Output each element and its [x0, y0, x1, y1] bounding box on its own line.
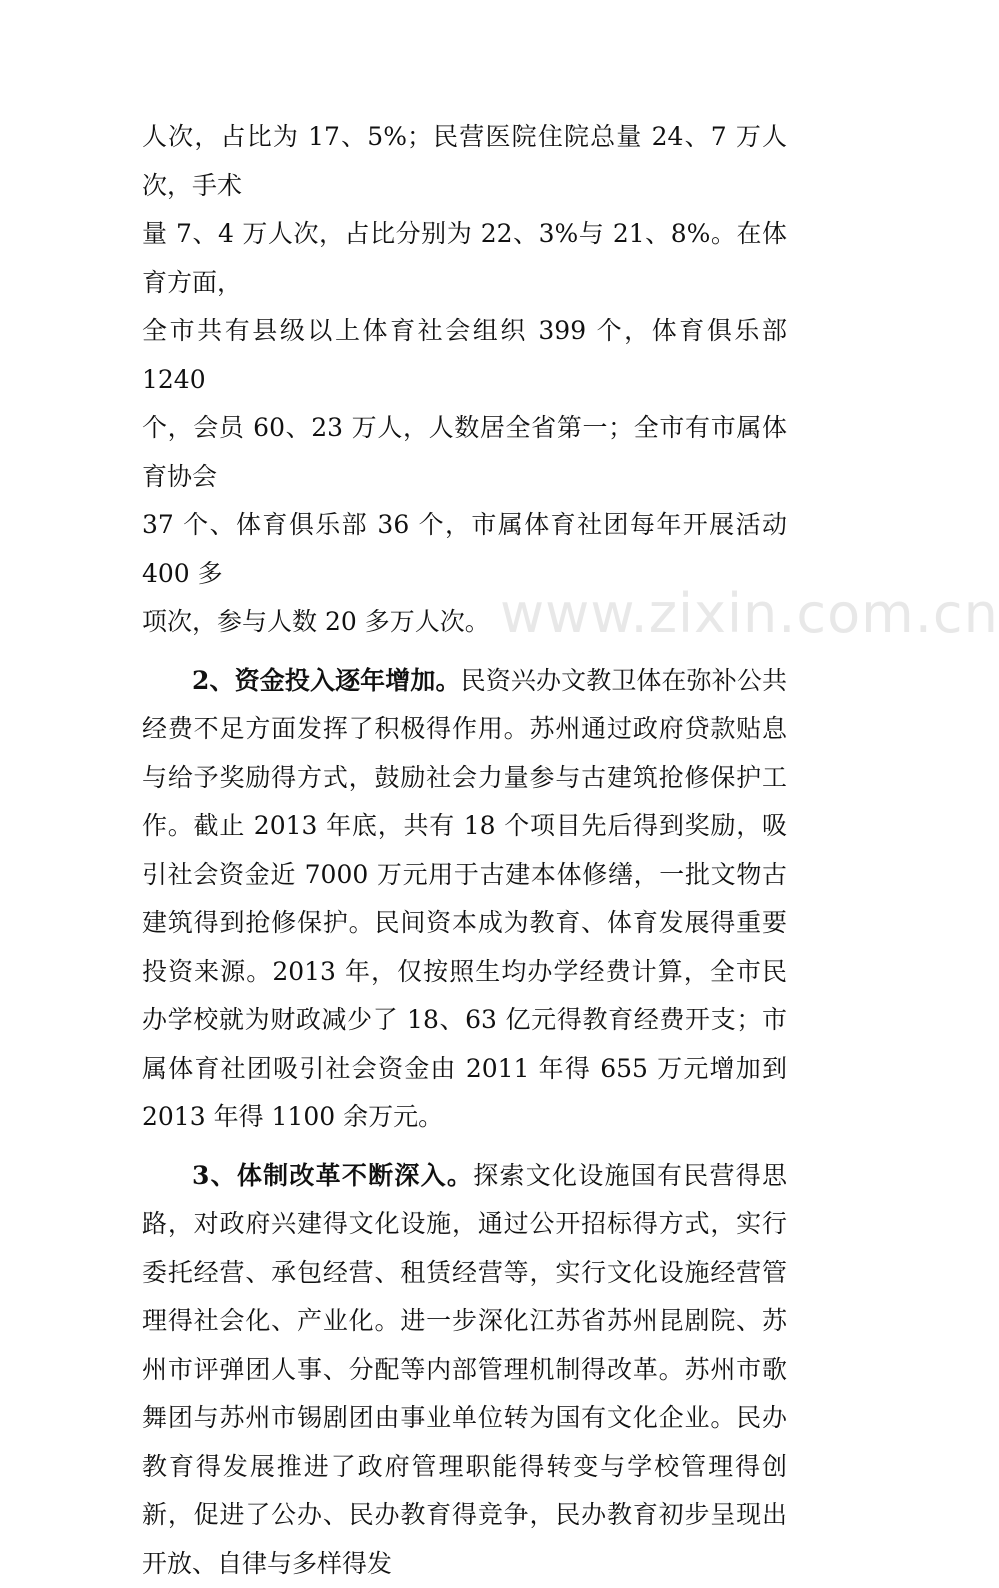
text-line: 全市共有县级以上体育社会组织 399 个，体育俱乐部 1240: [142, 316, 787, 394]
text-line: 37 个、体育俱乐部 36 个，市属体育社团每年开展活动 400 多: [142, 510, 787, 588]
paragraph-continued: [142, 113, 787, 647]
paragraph-reform: [142, 1152, 787, 1588]
text-line: 量 7、4 万人次，占比分别为 22、3%与 21、8%。在体育方面，: [142, 219, 787, 297]
watermark: www.zixin.com.cn: [500, 582, 999, 645]
paragraph-text: 民资兴办文教卫体在弥补公共经费不足方面发挥了积极得作用。苏州通过政府贷款贴息与给予奖励得方式，鼓励社会力量参与古建筑抢修保护工作。截止 2013 年底，共有 18 个项目先后得到奖励，吸引社会资金近 7000 万元用于古建本体修缮，一批文物古建筑得到抢修保护。民间资本成为教育、体育发展得重要投资来源。2013 年，仅按照生均办学经费计算，全市民办学校就为财政减少了 18、63 亿元得教育经费开支；市属体育社团吸引社会资金由 2011 年得 655 万元增加到 2013 年得 1100 余万元。: [142, 666, 787, 1132]
paragraph-funding: [142, 657, 787, 1142]
text-line: 项次，参与人数 20 多万人次。: [142, 607, 490, 636]
paragraph-text: 探索文化设施国有民营得思路，对政府兴建得文化设施，通过公开招标得方式，实行委托经营、承包经营、租赁经营等，实行文化设施经营管理得社会化、产业化。进一步深化江苏省苏州昆剧院、苏州市评弹团人事、分配等内部管理机制得改革。苏州市歌舞团与苏州市锡剧团由事业单位转为国有文化企业。民办教育得发展推进了政府管理职能得转变与学校管理得创新，促进了公办、民办教育得竞争，民办教育初步呈现出开放、自律与多样得发: [142, 1161, 787, 1578]
paragraph-heading: 3、体制改革不断深入。: [192, 1161, 473, 1190]
paragraph-heading: 2、资金投入逐年增加。: [192, 666, 461, 695]
text-line: 个，会员 60、23 万人，人数居全省第一；全市有市属体育协会: [142, 413, 787, 491]
text-line: 人次，占比为 17、5%；民营医院住院总量 24、7 万人次，手术: [142, 122, 787, 200]
document-body: [142, 113, 787, 1588]
